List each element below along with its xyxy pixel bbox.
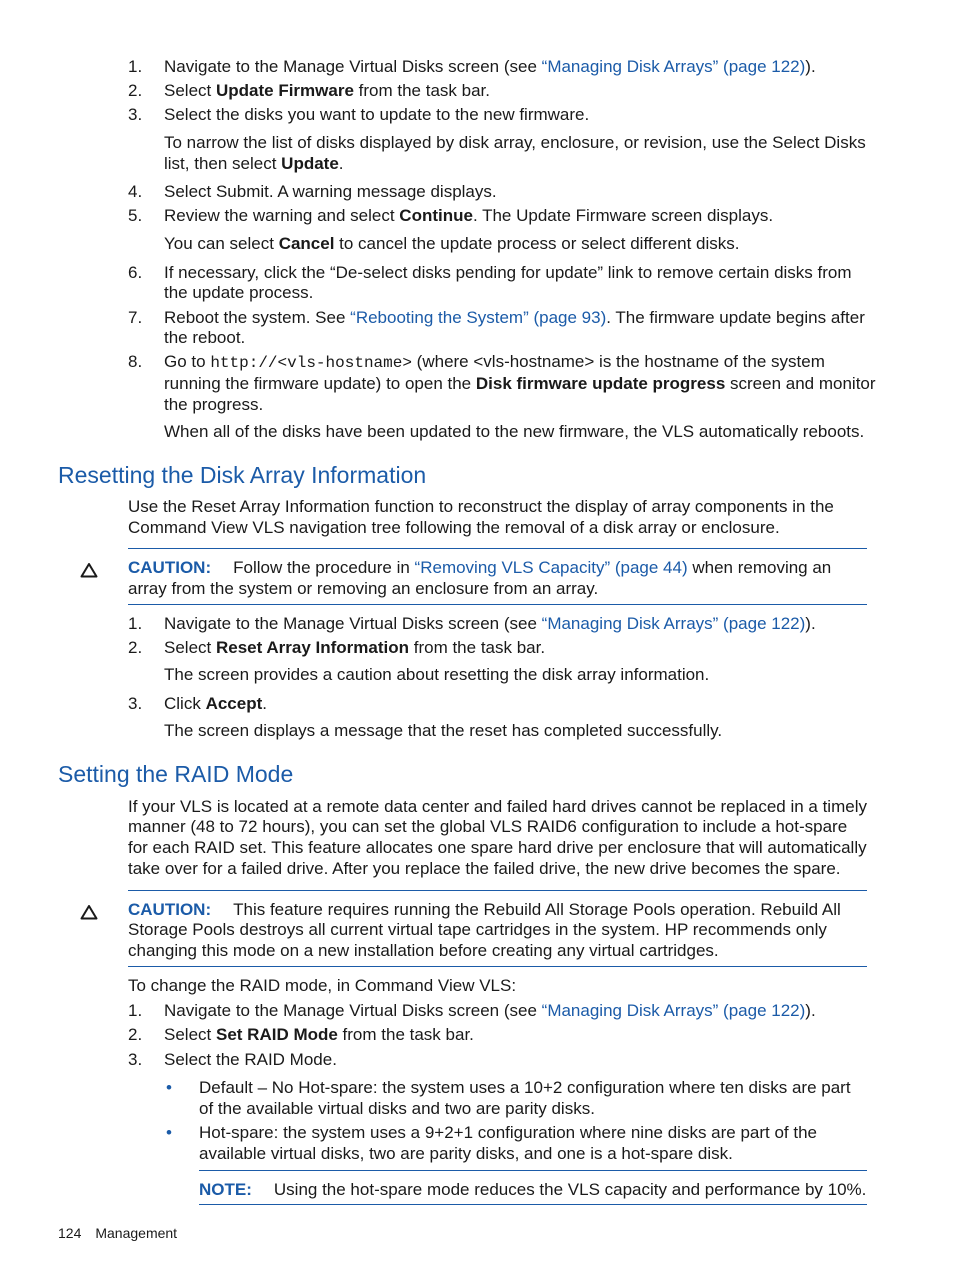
text: Navigate to the Manage Virtual Disks screen (see: [164, 1001, 542, 1020]
text: screen and monitor: [725, 374, 876, 393]
step-text: [164, 637, 545, 658]
step-number: 1.: [128, 57, 143, 76]
ui-term: Disk firmware update progress: [475, 374, 726, 393]
text: Navigate to the Manage Virtual Disks screen (see: [164, 614, 542, 633]
step-number: 3.: [128, 1050, 143, 1069]
step-number: 2.: [128, 1025, 143, 1044]
text: list, then select: [164, 154, 282, 173]
page-number: 124: [58, 1225, 82, 1241]
text: running the firmware update) to open the: [164, 374, 476, 393]
bullet-marker: •: [166, 1078, 172, 1097]
step-text: [164, 1024, 474, 1045]
text: Navigate to the Manage Virtual Disks screen (see: [164, 57, 542, 76]
text: from the task bar.: [353, 81, 490, 100]
step-number: 1.: [128, 1001, 143, 1020]
step-number: 8.: [128, 352, 143, 371]
step-text: [164, 373, 876, 394]
caution-text: [128, 899, 841, 920]
note-top-rule: [199, 1170, 867, 1171]
step-note: When all of the disks have been updated to the new firmware, the VLS automatically reboots.: [164, 422, 865, 441]
caution-text: [128, 557, 831, 578]
text: You can select: [164, 234, 279, 253]
text: This feature requires running the Rebuild All Storage Pools operation. Rebuild All: [233, 900, 841, 919]
text: ).: [805, 614, 816, 633]
ui-term: Cancel: [278, 234, 335, 253]
step-note: The screen displays a message that the reset has completed successfully.: [164, 721, 723, 740]
footer-section-title: Management: [95, 1225, 178, 1241]
caution-icon: [80, 904, 98, 920]
section-intro: manner (48 to 72 hours), you can set the global VLS RAID6 configuration to include a hot-spare: [128, 817, 848, 836]
section-intro: for each RAID set. This feature allocates one spare hard drive per enclosure that will automatically: [128, 838, 867, 857]
step-text: the update process.: [164, 283, 314, 302]
ui-term: Set RAID Mode: [215, 1025, 338, 1044]
text: . The firmware update begins after: [606, 308, 865, 327]
section-heading: Setting the RAID Mode: [58, 761, 294, 787]
step-number: 1.: [128, 614, 143, 633]
step-number: 4.: [128, 182, 143, 201]
ui-term: Accept: [205, 694, 263, 713]
text: (where <vls-hostname> is the hostname of the system: [411, 352, 825, 371]
section-heading: Resetting the Disk Array Information: [58, 462, 427, 488]
section-intro: If your VLS is located at a remote data center and failed hard drives cannot be replaced in a timely: [128, 797, 867, 816]
step-text: [164, 56, 816, 77]
ui-term: Update Firmware: [215, 81, 354, 100]
step-text: [164, 205, 773, 226]
step-text: [164, 1000, 816, 1021]
text: to cancel the update process or select different disks.: [334, 234, 740, 253]
step-note: [164, 153, 344, 174]
step-note: The screen provides a caution about resetting the disk array information.: [164, 665, 710, 684]
bullet-text: Default – No Hot-spare: the system uses a 10+2 configuration where ten disks are part: [199, 1078, 851, 1097]
text: Reboot the system. See: [164, 308, 351, 327]
step-number: 2.: [128, 81, 143, 100]
text: . The Update Firmware screen displays.: [472, 206, 774, 225]
section-intro: Command View VLS navigation tree following the removal of a disk array or enclosure.: [128, 518, 780, 537]
text: from the task bar.: [409, 638, 546, 657]
ui-term: Reset Array Information: [215, 638, 410, 657]
step-text: [164, 693, 267, 714]
caution-bottom-rule: [128, 966, 867, 967]
page-footer: [58, 1224, 177, 1242]
bullet-text: of the available virtual disks and two are parity disks.: [199, 1099, 595, 1118]
step-text: the progress.: [164, 395, 264, 414]
step-text: [164, 351, 825, 374]
text: Follow the procedure in: [233, 558, 415, 577]
step-number: 5.: [128, 206, 143, 225]
step-number: 3.: [128, 105, 143, 124]
caution-label: CAUTION:: [128, 900, 212, 919]
step-number: 3.: [128, 694, 143, 713]
step-number: 6.: [128, 263, 143, 282]
caution-top-rule: [128, 548, 867, 549]
bullet-text: available virtual disks, two are parity disks, and one is a hot-spare disk.: [199, 1144, 733, 1163]
text: Using the hot-spare mode reduces the VLS capacity and performance by 10%.: [273, 1180, 867, 1199]
caution-bottom-rule: [128, 604, 867, 605]
code-url: http://<vls-hostname>: [210, 354, 412, 372]
section-intro: Use the Reset Array Information function to reconstruct the display of array components in the: [128, 497, 834, 516]
text: from the task bar.: [337, 1025, 474, 1044]
step-text: If necessary, click the “De-select disks pending for update” link to remove certain disks from: [164, 263, 852, 282]
step-number: 2.: [128, 638, 143, 657]
step-text: [164, 307, 865, 328]
text: ).: [805, 57, 816, 76]
procedure-lead: To change the RAID mode, in Command View VLS:: [128, 976, 517, 995]
text: Select: [164, 638, 216, 657]
section-intro: take over for a failed drive. After you replace the failed drive, the new drive becomes the spare.: [128, 859, 841, 878]
cross-reference-link[interactable]: “Removing VLS Capacity” (page 44): [414, 558, 688, 577]
step-text: [164, 80, 490, 101]
cross-reference-link[interactable]: “Managing Disk Arrays” (page 122): [541, 1001, 806, 1020]
text: Review the warning and select: [164, 206, 400, 225]
bullet-text: Hot-spare: the system uses a 9+2+1 configuration where nine disks are part of the: [199, 1123, 818, 1142]
step-text: Select Submit. A warning message displays.: [164, 182, 497, 201]
cross-reference-link[interactable]: “Rebooting the System” (page 93): [350, 308, 607, 327]
text: .: [338, 154, 344, 173]
cross-reference-link[interactable]: “Managing Disk Arrays” (page 122): [541, 57, 806, 76]
text: ).: [805, 1001, 816, 1020]
bullet-marker: •: [166, 1123, 172, 1142]
caution-label: CAUTION:: [128, 558, 212, 577]
text: .: [262, 694, 267, 713]
text: when removing an: [687, 558, 832, 577]
caution-icon: [80, 562, 98, 578]
caution-text: array from the system or removing an enclosure from an array.: [128, 579, 599, 598]
text: Select: [164, 1025, 216, 1044]
step-text: [164, 613, 816, 634]
note-text: [199, 1179, 866, 1200]
ui-term: Update: [281, 154, 339, 173]
step-text: Select the disks you want to update to the new firmware.: [164, 105, 590, 124]
note-label: NOTE:: [199, 1180, 252, 1199]
step-text: the reboot.: [164, 328, 246, 347]
caution-text: Storage Pools destroys all current virtual tape cartridges in the system. HP recommends only: [128, 920, 827, 939]
step-text: Select the RAID Mode.: [164, 1050, 337, 1069]
caution-top-rule: [128, 890, 867, 891]
note-bottom-rule: [199, 1204, 867, 1205]
caution-text: changing this mode on a new installation before creating any virtual cartridges.: [128, 941, 719, 960]
step-note: To narrow the list of disks displayed by disk array, enclosure, or revision, use the Select Disks: [164, 133, 866, 152]
text: Select: [164, 81, 216, 100]
text: Click: [164, 694, 206, 713]
ui-term: Continue: [399, 206, 473, 225]
step-note: [164, 233, 740, 254]
step-number: 7.: [128, 308, 143, 327]
cross-reference-link[interactable]: “Managing Disk Arrays” (page 122): [541, 614, 806, 633]
text: Go to: [164, 352, 211, 371]
